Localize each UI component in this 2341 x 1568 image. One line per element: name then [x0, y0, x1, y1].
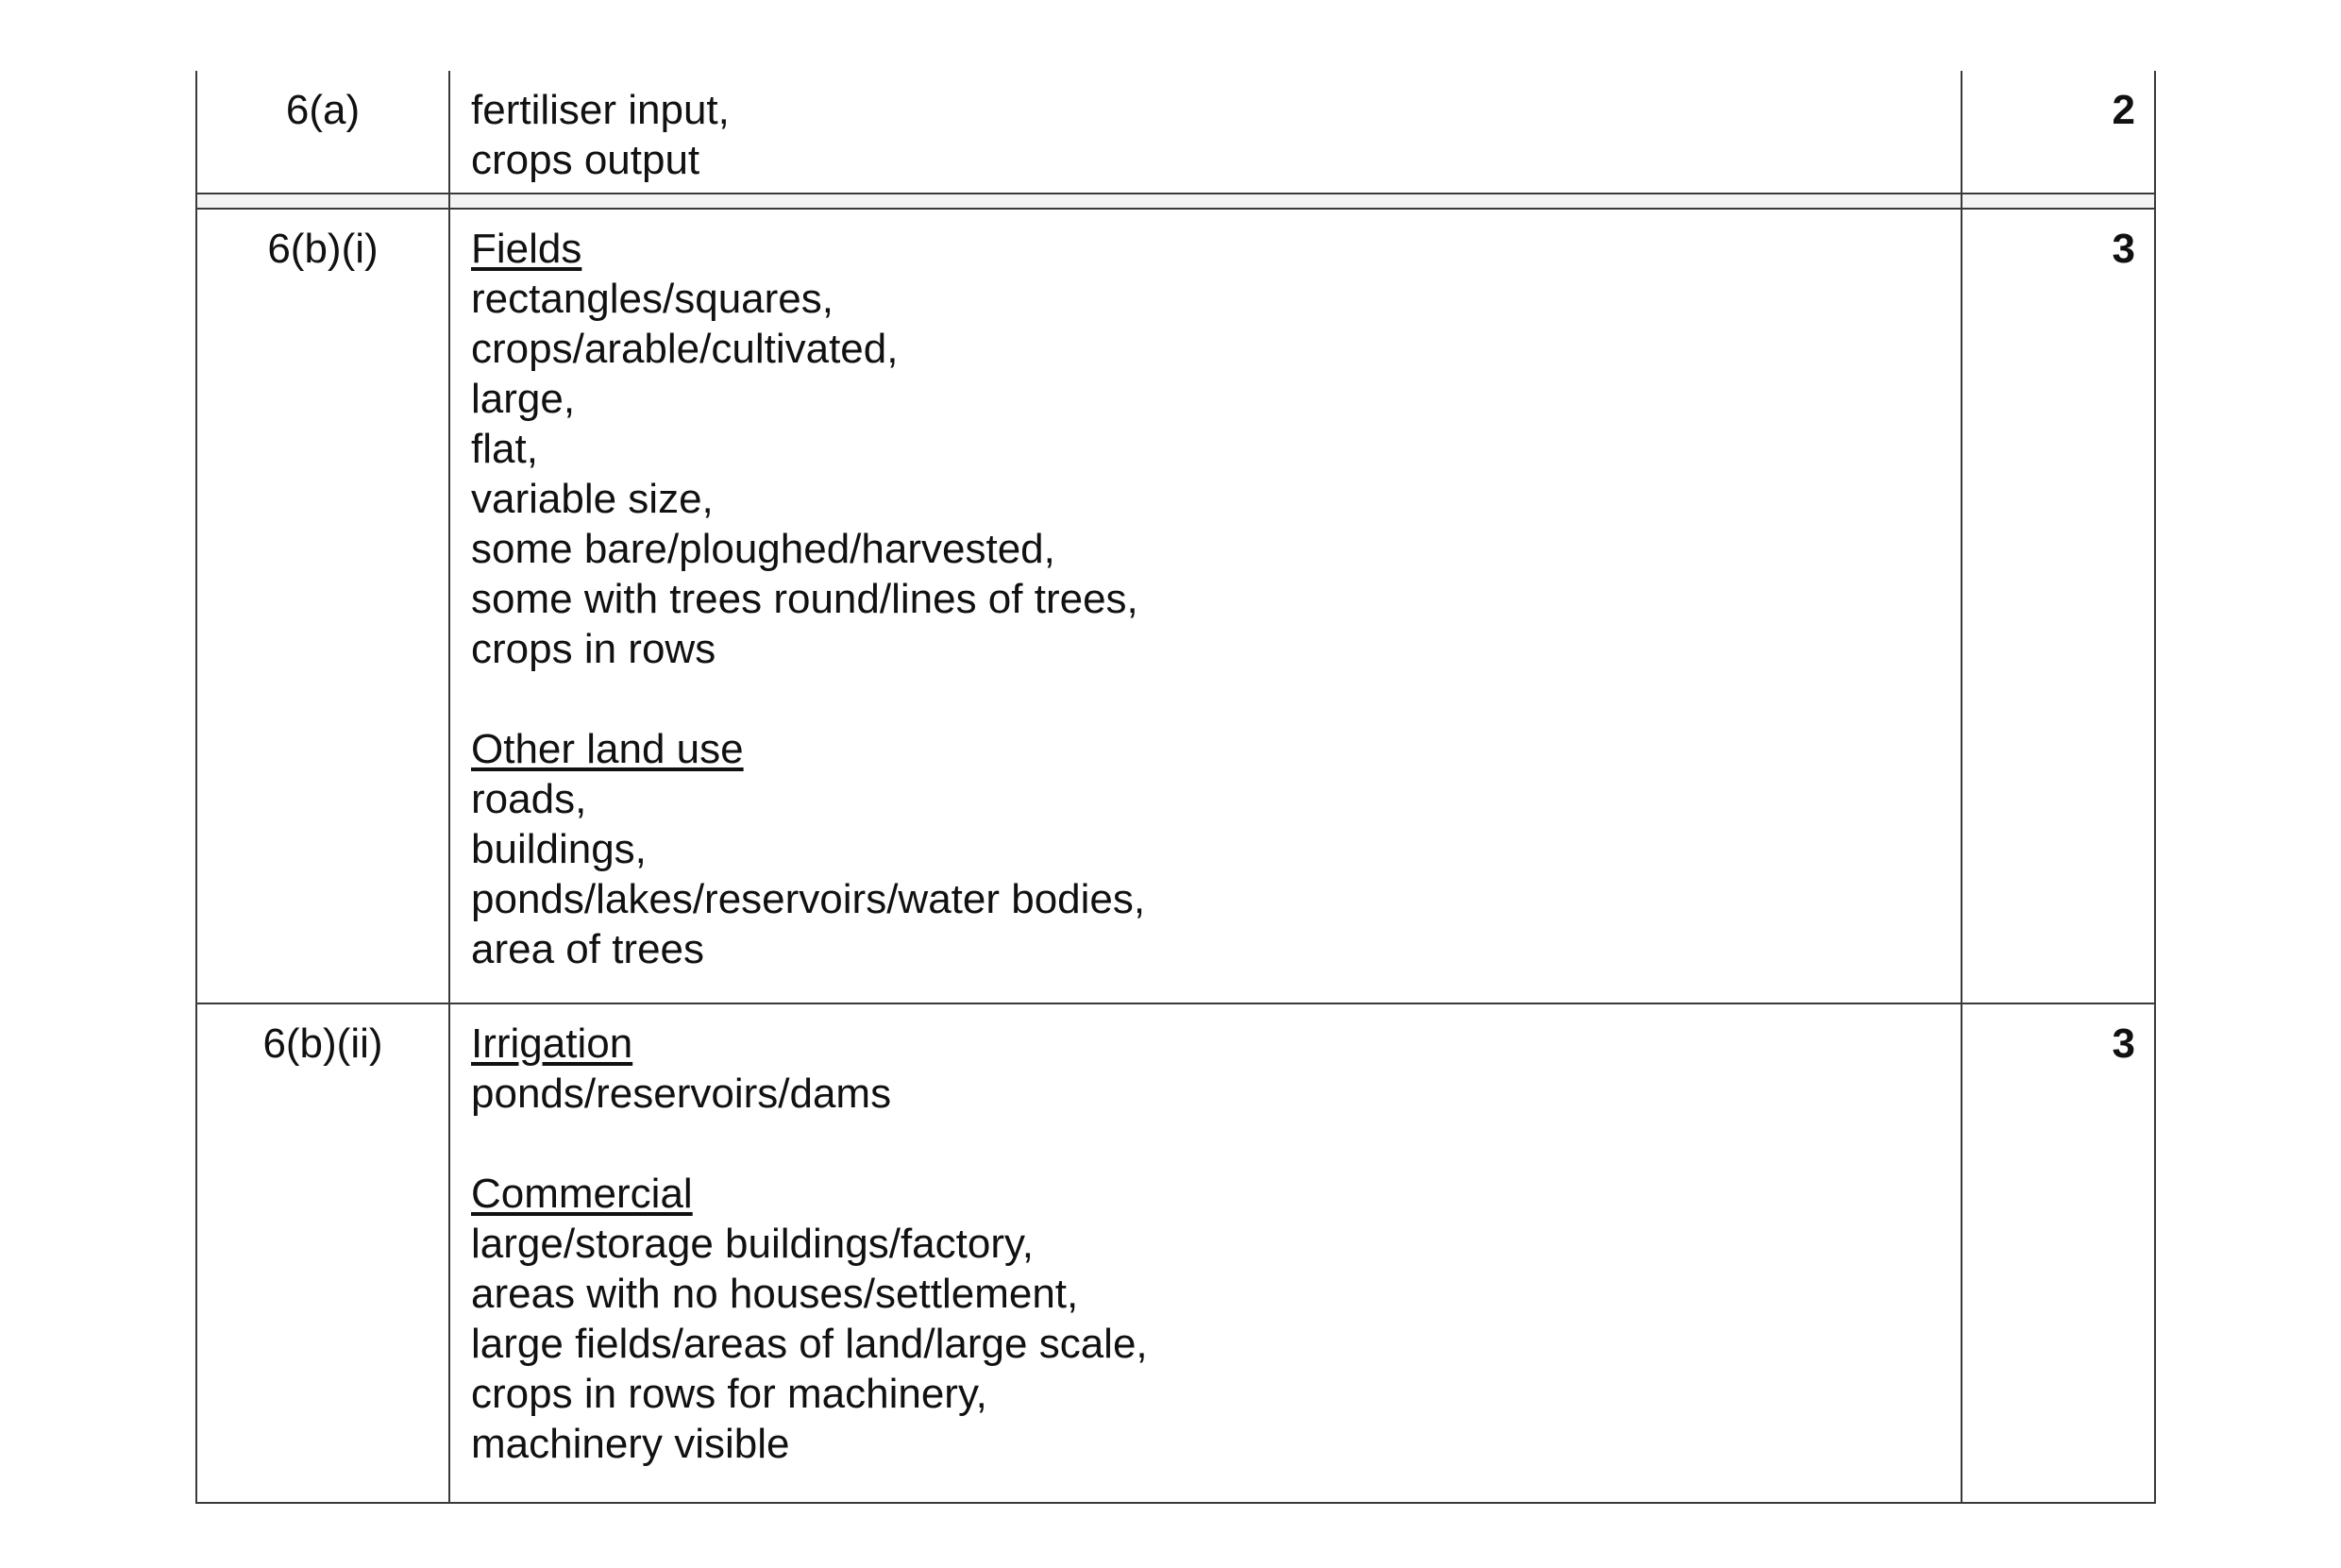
- answer-line: crops output: [471, 137, 700, 183]
- answer-line: crops in rows for machinery,: [471, 1371, 987, 1417]
- answer-line: buildings,: [471, 826, 647, 872]
- answer-line: some with trees round/lines of trees,: [471, 576, 1138, 622]
- answer-line: ponds/lakes/reservoirs/water bodies,: [471, 876, 1146, 922]
- answer-line: some bare/ploughed/harvested,: [471, 526, 1055, 572]
- section-heading: Irrigation: [471, 1020, 633, 1067]
- answer-cell: [450, 1004, 1962, 1502]
- answer-line: areas with no houses/settlement,: [471, 1271, 1079, 1317]
- answer-line: large fields/areas of land/large scale,: [471, 1321, 1148, 1367]
- answer-line: large/storage buildings/factory,: [471, 1221, 1034, 1267]
- question-number: 6(b)(ii): [197, 1004, 450, 1502]
- answer-line: crops in rows: [471, 626, 716, 672]
- question-number: 6(b)(i): [197, 210, 450, 1003]
- table-row: [195, 71, 2156, 193]
- answer-cell: [450, 71, 1962, 193]
- section-heading: Fields: [471, 226, 582, 272]
- answer-line: ponds/reservoirs/dams: [471, 1071, 892, 1117]
- answer-line: machinery visible: [471, 1421, 790, 1467]
- section-heading: Other land use: [471, 726, 744, 772]
- row-separator: [195, 193, 2156, 210]
- answer-cell: [450, 210, 1962, 1003]
- answer-line: variable size,: [471, 476, 714, 522]
- marks-cell: 2: [2112, 87, 2135, 133]
- answer-line: fertiliser input,: [471, 87, 730, 133]
- answer-line: large,: [471, 376, 576, 422]
- table-row: [195, 1004, 2156, 1504]
- marks-cell: 3: [2112, 1020, 2135, 1067]
- question-number: 6(a): [197, 71, 450, 193]
- mark-scheme-table: [195, 71, 2156, 1504]
- answer-line: crops/arable/cultivated,: [471, 326, 899, 372]
- answer-line: flat,: [471, 426, 538, 472]
- answer-line: rectangles/squares,: [471, 276, 834, 322]
- answer-line: roads,: [471, 776, 587, 822]
- answer-line: area of trees: [471, 926, 705, 972]
- table-row: [195, 210, 2156, 1004]
- marks-cell: 3: [2112, 226, 2135, 272]
- section-heading: Commercial: [471, 1171, 693, 1217]
